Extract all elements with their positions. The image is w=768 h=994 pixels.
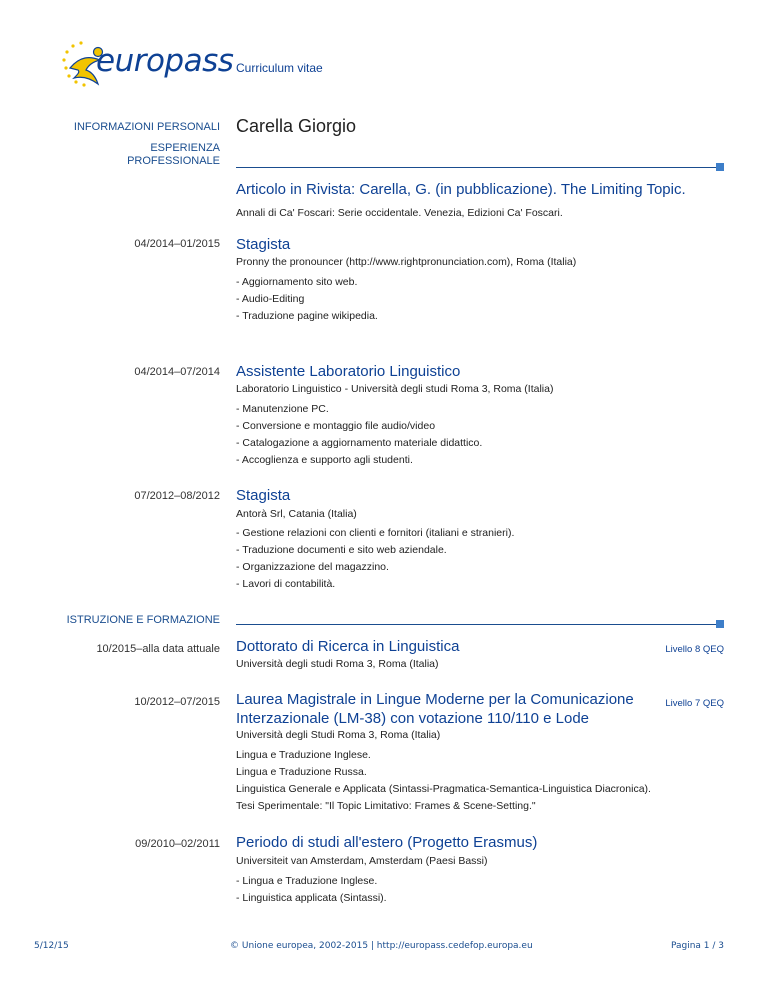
section-divider [236,167,718,168]
education-institution: Università degli studi Roma 3, Roma (Italia) [236,658,439,670]
section-marker [716,163,724,171]
section-label-personal: INFORMAZIONI PERSONALI [73,121,220,133]
list-item: - Audio-Editing [236,293,305,305]
list-item: - Traduzione documenti e sito web aziendale. [236,544,447,556]
job-employer: Pronny the pronouncer (http://www.rightpronunciation.com), Roma (Italia) [236,256,577,268]
document-title: Curriculum vitae [236,61,323,75]
list-item: - Conversione e montaggio file audio/video [236,420,436,432]
job-title: Stagista [236,236,291,253]
section-label-education: ISTRUZIONE E FORMAZIONE [66,614,220,626]
person-name: Carella Giorgio [236,116,357,136]
job-date: 04/2014–01/2015 [134,238,220,250]
job-date: 04/2014–07/2014 [134,366,220,378]
logo-wordmark: europass [96,43,234,79]
list-item: - Manutenzione PC. [236,403,329,415]
list-item: - Accoglienza e supporto agli studenti. [236,454,413,466]
education-title-line1: Laurea Magistrale in Lingue Moderne per la Comunicazione [236,691,634,708]
job-employer: Laboratorio Linguistico - Università degli studi Roma 3, Roma (Italia) [236,383,554,395]
section-divider [236,624,718,625]
section-label-experience [127,142,220,168]
job-title: Assistente Laboratorio Linguistico [236,363,461,380]
list-item: Tesi Sperimentale: "Il Topic Limitativo: Frames & Scene-Setting." [236,800,536,812]
list-item: - Catalogazione a aggiornamento materiale didattico. [236,437,483,449]
footer-copyright: © Unione europea, 2002-2015 | http://europass.cedefop.europa.eu [230,941,533,951]
article-detail: Annali di Ca' Foscari: Serie occidentale. Venezia, Edizioni Ca' Foscari. [236,207,563,219]
footer-page-number: Pagina 1 / 3 [670,941,724,951]
education-date: 09/2010–02/2011 [135,838,220,850]
section-label-experience-line2: PROFESSIONALE [127,155,220,167]
list-item: - Organizzazione del magazzino. [236,561,389,573]
list-item: - Aggiornamento sito web. [236,276,358,288]
job-employer: Antorà Srl, Catania (Italia) [236,508,357,520]
education-title: Dottorato di Ricerca in Linguistica [236,638,460,655]
education-institution: Universiteit van Amsterdam, Amsterdam (Paesi Bassi) [236,855,488,867]
qualification-level: Livello 7 QEQ [665,698,724,709]
list-item: - Gestione relazioni con clienti e fornitori (italiani e stranieri). [236,527,515,539]
list-item: - Lingua e Traduzione Inglese. [236,875,378,887]
education-date: 10/2015–alla data attuale [96,643,220,655]
education-title: Periodo di studi all'estero (Progetto Erasmus) [236,834,538,851]
list-item: - Traduzione pagine wikipedia. [236,310,378,322]
job-title: Stagista [236,487,291,504]
section-label-experience-line1: ESPERIENZA [150,142,220,154]
education-institution: Università degli Studi Roma 3, Roma (Italia) [236,729,441,741]
footer-date: 5/12/15 [34,941,69,951]
job-date: 07/2012–08/2012 [134,490,220,502]
europass-logo [56,38,234,90]
article-title: Articolo in Rivista: Carella, G. (in pubblicazione). The Limiting Topic. [236,181,686,198]
list-item: - Linguistica applicata (Sintassi). [236,892,387,904]
list-item: Linguistica Generale e Applicata (Sintassi-Pragmatica-Semantica-Linguistica Diacronica). [236,783,651,795]
section-marker [716,620,724,628]
qualification-level: Livello 8 QEQ [665,644,724,655]
list-item: Lingua e Traduzione Russa. [236,766,367,778]
list-item: - Lavori di contabilità. [236,578,336,590]
education-title-line2: Interzazionale (LM-38) con votazione 110/110 e Lode [236,710,590,727]
education-date: 10/2012–07/2015 [134,696,220,708]
list-item: Lingua e Traduzione Inglese. [236,749,371,761]
education-title [236,690,634,728]
